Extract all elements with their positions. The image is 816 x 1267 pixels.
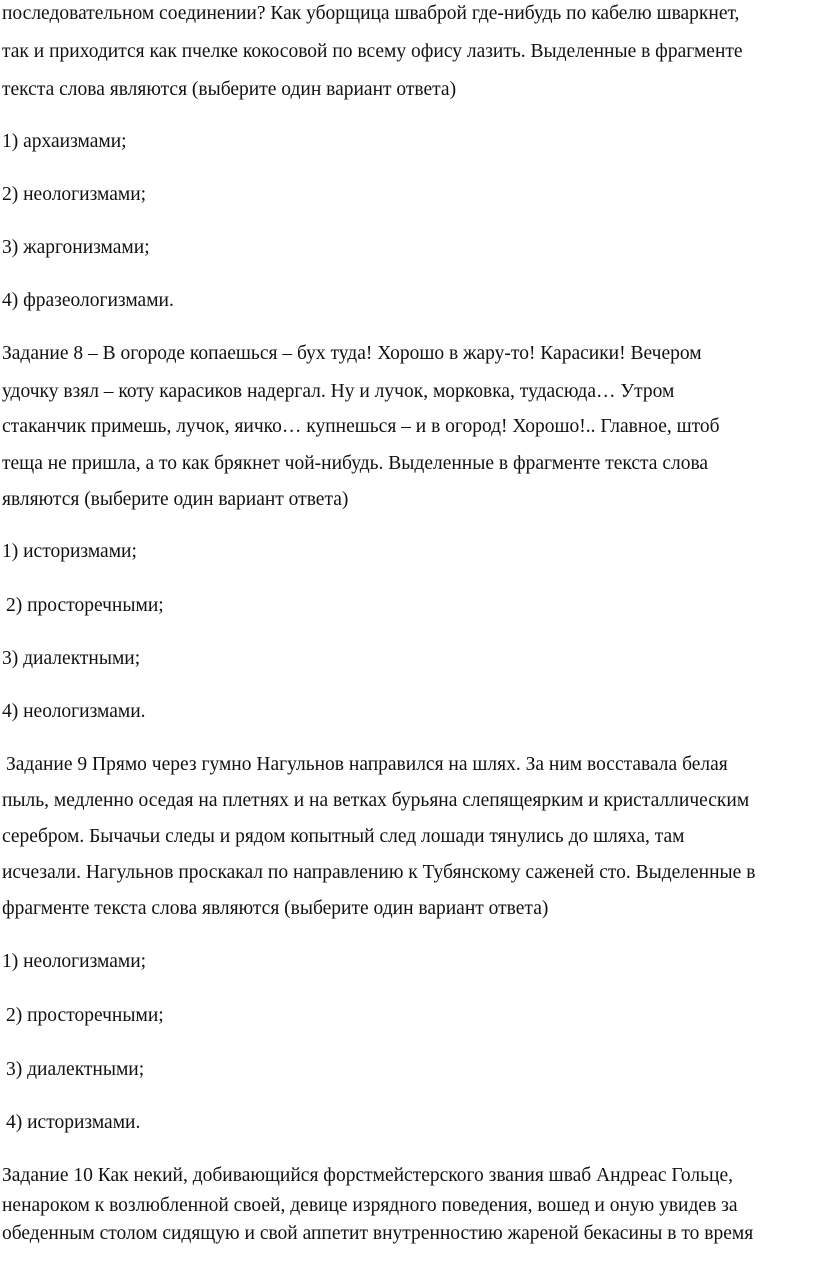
task9-line-5: фрагменте текста слова являются (выберите один вариант ответа) xyxy=(2,898,549,919)
intro-line-2: так и приходится как пчелке кокосовой по всему офису лазить. Выделенные в фрагменте xyxy=(2,41,743,62)
task8-line-4: теща не пришла, а то как брякнет чой-нибудь. Выделенные в фрагменте текста слова xyxy=(2,453,709,474)
task9-option-2: 2) просторечными; xyxy=(6,1005,164,1026)
task9-option-4: 4) историзмами. xyxy=(6,1112,141,1133)
task9-line-4: исчезали. Нагульнов проскакал по направлению к Тубянскому саженей сто. Выделенные в xyxy=(2,862,756,883)
intro-option-1: 1) архаизмами; xyxy=(2,131,127,152)
task8-option-2: 2) просторечными; xyxy=(6,595,164,616)
task8-option-3: 3) диалектными; xyxy=(2,648,141,669)
task10-line-3: обеденным столом сидящую и свой аппетит внутренностию жареной бекасины в то время xyxy=(2,1223,754,1244)
task10-line-1: Задание 10 Как некий, добивающийся форстмейстерского звания шваб Андреас Гольце, xyxy=(2,1165,734,1186)
task8-line-5: являются (выберите один вариант ответа) xyxy=(2,489,349,510)
intro-option-3: 3) жаргонизмами; xyxy=(2,237,150,258)
task9-line-2: пыль, медленно оседая на плетнях и на ветках бурьяна слепящеярким и кристаллическим xyxy=(2,790,750,811)
intro-option-2: 2) неологизмами; xyxy=(2,184,147,205)
intro-line-3: текста слова являются (выберите один вариант ответа) xyxy=(2,79,457,100)
task9-option-3: 3) диалектными; xyxy=(6,1059,145,1080)
task8-option-1: 1) историзмами; xyxy=(2,541,137,562)
task10-line-2: ненароком к возлюбленной своей, девице изрядного поведения, вошед и оную увидев за xyxy=(2,1195,738,1216)
task9-line-1: Задание 9 Прямо через гумно Нагульнов направился на шлях. За ним восставала белая xyxy=(6,754,728,775)
task9-line-3: серебром. Бычачьи следы и рядом копытный след лошади тянулись до шляха, там xyxy=(2,826,685,847)
task8-line-2: удочку взял – коту карасиков надергал. Ну и лучок, морковка, тудасюда… Утром xyxy=(2,381,675,402)
task8-line-3: стаканчик примешь, лучок, яичко… купнешься – и в огород! Хорошо!.. Главное, штоб xyxy=(2,416,720,437)
task8-option-4: 4) неологизмами. xyxy=(2,701,146,722)
intro-option-4: 4) фразеологизмами. xyxy=(2,290,174,311)
task8-line-1: Задание 8 – В огороде копаешься – бух туда! Хорошо в жару-то! Карасики! Вечером xyxy=(2,343,702,364)
task9-option-1: 1) неологизмами; xyxy=(2,951,147,972)
intro-line-1: последовательном соединении? Как уборщица шваброй где-нибудь по кабелю шваркнет, xyxy=(2,3,740,24)
